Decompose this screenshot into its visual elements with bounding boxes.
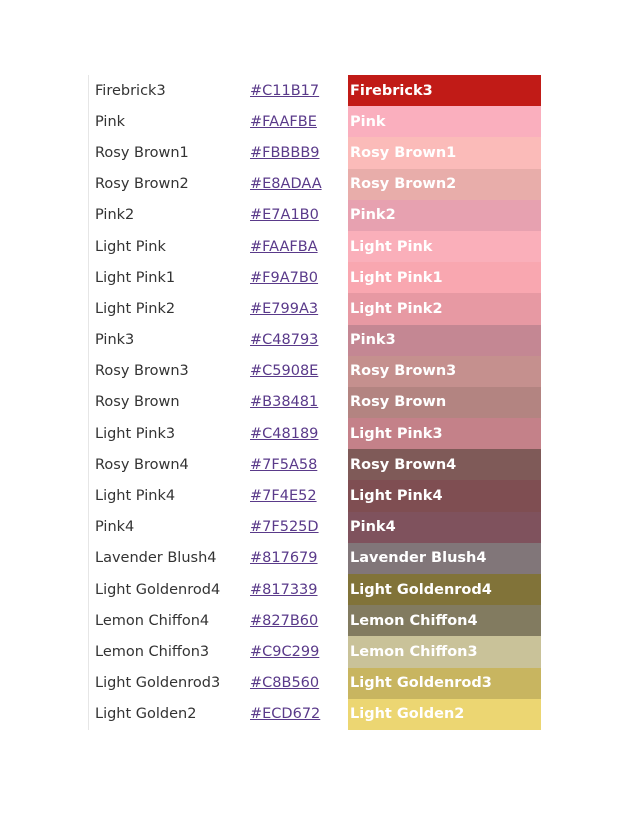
color-name: Pink4: [95, 519, 135, 536]
color-row: [89, 668, 543, 699]
color-name: Lemon Chiffon3: [95, 643, 210, 660]
color-swatch: Pink: [348, 106, 541, 137]
color-name: Light Pink2: [95, 300, 176, 317]
color-row: [89, 543, 543, 574]
color-name: Pink: [95, 113, 126, 130]
color-table: [89, 75, 543, 730]
color-hex-link[interactable]: #C9C299: [250, 643, 320, 660]
color-hex-link[interactable]: #E7A1B0: [250, 207, 319, 224]
color-hex-link[interactable]: #ECD672: [250, 706, 321, 723]
color-swatch: Light Pink1: [348, 262, 541, 293]
color-hex-link[interactable]: #817679: [250, 550, 318, 567]
color-swatch: Pink3: [348, 325, 541, 356]
color-name: Firebrick3: [95, 82, 166, 99]
color-row: [89, 200, 543, 231]
color-row: [89, 293, 543, 324]
color-hex-link[interactable]: #827B60: [250, 612, 319, 629]
color-swatch: Light Golden2: [348, 699, 541, 730]
color-name: Light Pink1: [95, 269, 176, 286]
color-row: [89, 356, 543, 387]
color-name: Rosy Brown1: [95, 144, 189, 161]
color-swatch: Light Goldenrod3: [348, 668, 541, 699]
color-swatch: Light Pink3: [348, 418, 541, 449]
color-hex-link[interactable]: #C48793: [250, 332, 319, 349]
color-row: [89, 699, 543, 730]
color-name: Light Pink3: [95, 425, 176, 442]
color-name: Light Goldenrod3: [95, 675, 221, 692]
color-hex-link[interactable]: #E799A3: [250, 300, 319, 317]
color-swatch: Lavender Blush4: [348, 543, 541, 574]
color-row: [89, 231, 543, 262]
color-hex-link[interactable]: #FBBBB9: [250, 144, 320, 161]
color-swatch: Rosy Brown3: [348, 356, 541, 387]
color-swatch: Pink4: [348, 512, 541, 543]
color-swatch: Light Pink2: [348, 293, 541, 324]
color-name: Light Pink: [95, 238, 166, 255]
color-hex-link[interactable]: #FAAFBA: [250, 238, 318, 255]
color-row: [89, 574, 543, 605]
color-swatch: Light Goldenrod4: [348, 574, 541, 605]
color-row: [89, 636, 543, 667]
color-name: Light Golden2: [95, 706, 197, 723]
color-hex-link[interactable]: #7F5A58: [250, 456, 318, 473]
color-hex-link[interactable]: #E8ADAA: [250, 176, 322, 193]
color-hex-link[interactable]: #7F525D: [250, 519, 319, 536]
color-name: Rosy Brown4: [95, 456, 189, 473]
color-name: Rosy Brown: [95, 394, 180, 411]
color-row: [89, 137, 543, 168]
color-hex-link[interactable]: #C48189: [250, 425, 319, 442]
color-row: [89, 449, 543, 480]
color-hex-link[interactable]: #F9A7B0: [250, 269, 319, 286]
color-swatch: Light Pink4: [348, 480, 541, 511]
color-row: [89, 262, 543, 293]
color-row: [89, 418, 543, 449]
color-hex-link[interactable]: #C8B560: [250, 675, 320, 692]
color-name: Light Pink4: [95, 488, 176, 505]
color-name: Light Goldenrod4: [95, 581, 221, 598]
color-row: [89, 387, 543, 418]
color-hex-link[interactable]: #FAAFBE: [250, 113, 317, 130]
color-hex-link[interactable]: #C11B17: [250, 82, 320, 99]
color-name: Rosy Brown3: [95, 363, 189, 380]
color-row: [89, 75, 543, 106]
color-swatch: Rosy Brown: [348, 387, 541, 418]
color-hex-link[interactable]: #817339: [250, 581, 318, 598]
color-swatch: Rosy Brown2: [348, 169, 541, 200]
color-swatch: Rosy Brown4: [348, 449, 541, 480]
color-name: Lavender Blush4: [95, 550, 217, 567]
color-row: [89, 480, 543, 511]
color-swatch: Pink2: [348, 200, 541, 231]
color-swatch: Lemon Chiffon4: [348, 605, 541, 636]
color-name: Pink3: [95, 332, 135, 349]
color-row: [89, 325, 543, 356]
color-name: Rosy Brown2: [95, 176, 189, 193]
color-hex-link[interactable]: #B38481: [250, 394, 319, 411]
color-swatch: Light Pink: [348, 231, 541, 262]
color-swatch: Lemon Chiffon3: [348, 636, 541, 667]
color-row: [89, 106, 543, 137]
color-name: Pink2: [95, 207, 135, 224]
color-hex-link[interactable]: #7F4E52: [250, 488, 317, 505]
color-row: [89, 512, 543, 543]
color-swatch: Rosy Brown1: [348, 137, 541, 168]
color-row: [89, 169, 543, 200]
color-name: Lemon Chiffon4: [95, 612, 210, 629]
color-swatch: Firebrick3: [348, 75, 541, 106]
color-hex-link[interactable]: #C5908E: [250, 363, 319, 380]
color-row: [89, 605, 543, 636]
